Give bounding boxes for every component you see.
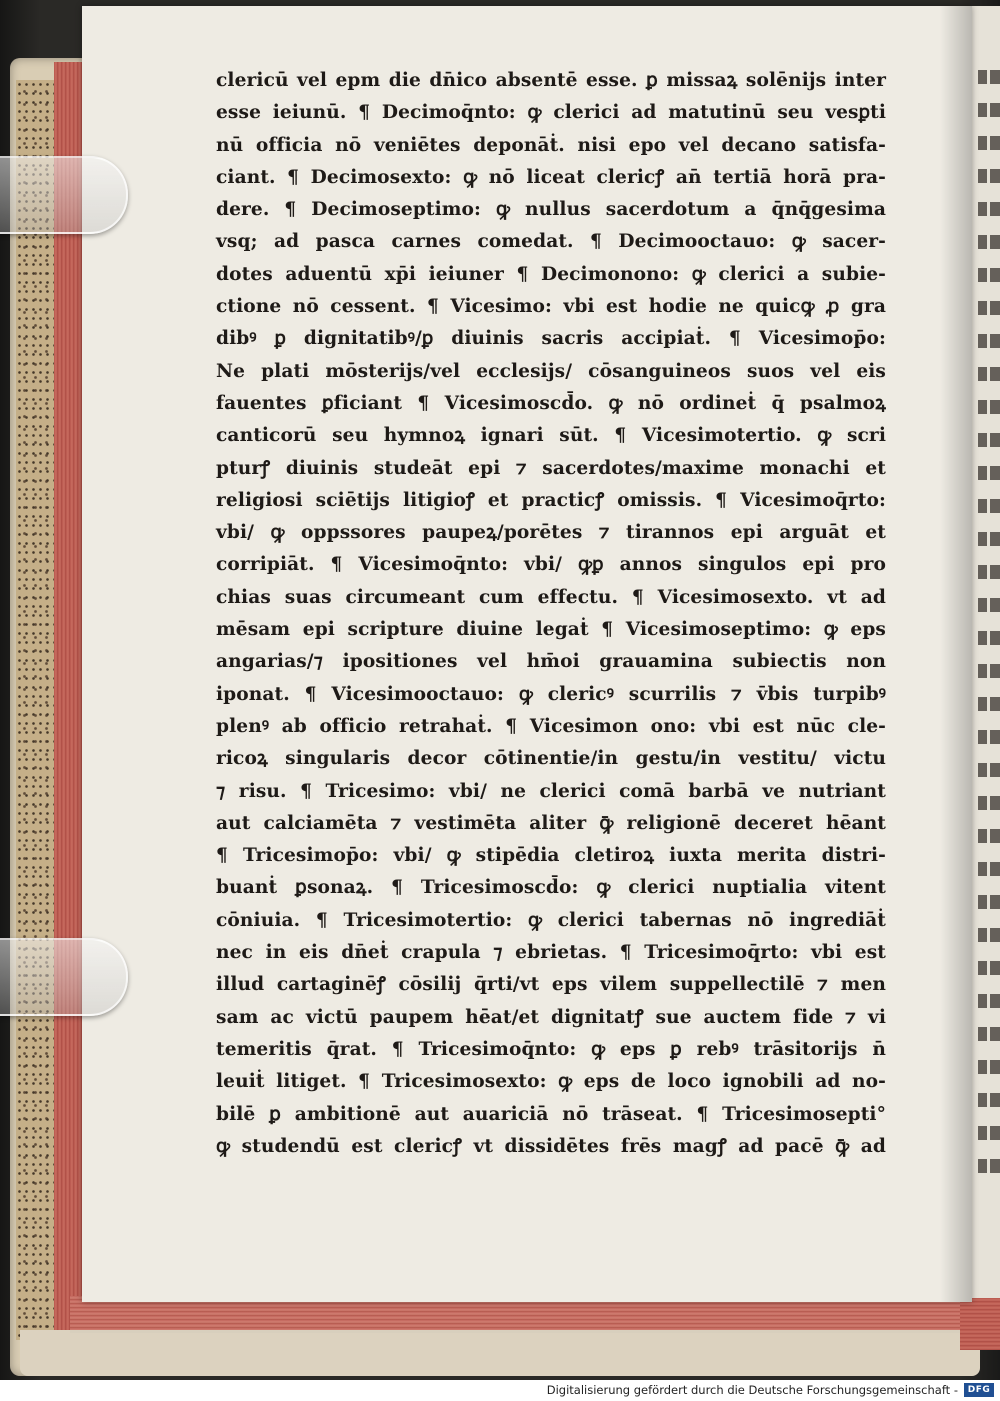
text-line: pturꝭ diuinis studeāt epi ⁊ sacerdotes/maxime monachi et	[216, 457, 886, 479]
text-line: sam ac victū paupem hēat/et dignitatꝭ sue auctem fide ⁊ vi	[216, 1006, 886, 1028]
facing-page-line	[978, 433, 1000, 447]
facing-page-line	[978, 301, 1000, 315]
facing-page-line	[978, 730, 1000, 744]
facing-page-line	[978, 697, 1000, 711]
text-line: corripiāt. ¶ Vicesimoq̄nto: vbi/ ꝙꝑ annos singulos epi pro	[216, 554, 886, 576]
text-line: iponat. ¶ Vicesimooctauo: ꝙ clericꝰ scurrilis ⁊ v̄bis turpibꝰ	[216, 683, 886, 705]
facing-page-line	[978, 235, 1000, 249]
facing-page-line	[978, 532, 1000, 546]
text-line: illud cartaginēꝭ cōsilij q̄rti/vt eps vilem suppellectilē ⁊ men	[216, 974, 886, 996]
text-line: chias suas circumeant cum effectu. ¶ Vicesimosexto. vt ad	[216, 586, 886, 608]
page-holder-clip-bottom	[0, 938, 128, 1016]
text-line: religiosi sciētijs litigioꝭ et practicꝭ omissis. ¶ Vicesimoq̄rto:	[216, 489, 886, 511]
page-holder-clip-top	[0, 156, 128, 234]
facing-page-line	[978, 862, 1000, 876]
text-line: clericū vel epm die dn̄ico absentē esse. ꝑ missaꝝ solēnijs inter	[216, 70, 886, 91]
facing-page-line	[978, 994, 1000, 1008]
text-line: nū officia nō veniētes deponāṫ. nisi epo vel decano satisfa-	[216, 134, 886, 156]
facing-page-line	[978, 70, 1000, 84]
facing-page-line	[978, 763, 1000, 777]
facing-page-line	[978, 1093, 1000, 1107]
text-line: canticorū seu hymnoꝝ ignari sūt. ¶ Vicesimotertio. ꝙ scri	[216, 425, 886, 447]
facing-page-line	[978, 103, 1000, 117]
funding-credit: Digitalisierung gefördert durch die Deutsche Forschungsgemeinschaft -	[546, 1383, 958, 1397]
dfg-logo: DFG	[964, 1383, 994, 1397]
show-through-text	[230, 1096, 870, 1120]
facing-page-line	[978, 1060, 1000, 1074]
facing-page-line	[978, 268, 1000, 282]
text-line: nec in eis dn̄eṫ crapula ⁊ ebrietas. ¶ Tricesimoq̄rto: vbi est	[216, 942, 886, 964]
text-line: bilē ꝑ ambitionē aut auariciā nō trāseat. ¶ Tricesimosepti°	[216, 1103, 886, 1125]
facing-page-line	[978, 169, 1000, 183]
text-line: leuiṫ litiget. ¶ Tricesimosexto: ꝙ eps de loco ignobili ad no-	[216, 1071, 886, 1093]
facing-page-line	[978, 631, 1000, 645]
cover-marbled-edge	[16, 80, 56, 1340]
book-cover-bottom	[20, 1330, 980, 1376]
facing-page-line	[978, 1159, 1000, 1173]
facing-page-line	[978, 928, 1000, 942]
text-line: ricoꝝ singularis decor cōtinentie/in gestu/in vestitu/ victu	[216, 748, 886, 770]
facing-page-sliver	[972, 6, 1000, 1298]
text-line: Ne plati mōsterijs/vel ecclesijs/ cōsanguineos suos vel eis	[216, 360, 886, 382]
facing-page-line	[978, 598, 1000, 612]
text-line: fauentes ꝑficiant ¶ Vicesimoscd̄o. ꝙ nō ordineṫ q̄ psalmoꝝ	[216, 392, 886, 414]
text-line: esse ieiunū. ¶ Decimoq̄nto: ꝙ clerici ad matutinū seu vesꝑti	[216, 102, 886, 124]
facing-page-line	[978, 1126, 1000, 1140]
text-line: ꝙ studendū est clericꝭ vt dissidētes frēs magꝭ ad pacē ꝙ̄ ad	[216, 1135, 886, 1157]
text-line: aut calciamēta ⁊ vestimēta aliter ꝙ̄ religionē deceret hēant	[216, 812, 886, 834]
printed-text-block	[216, 65, 886, 1157]
text-line: cōniuia. ¶ Tricesimotertio: ꝙ clerici tabernas nō ingrediāṫ	[216, 909, 886, 931]
facing-page-line	[978, 400, 1000, 414]
gutter-shadow	[940, 6, 972, 1302]
text-line: dere. ¶ Decimoseptimo: ꝙ nullus sacerdotum a q̄nq̄gesima	[216, 199, 886, 221]
text-line: ⁊ risu. ¶ Tricesimo: vbi/ ne clerici comā barbā ve nutriant	[216, 780, 886, 802]
footer-bar	[0, 1380, 1000, 1401]
text-line: temeritis q̄rat. ¶ Tricesimoq̄nto: ꝙ eps ꝑ rebꝰ trāsitorijs n̄	[216, 1038, 886, 1060]
text-line: vsq; ad pasca carnes comedat. ¶ Decimooctauo: ꝙ sacer-	[216, 231, 886, 253]
facing-page-line	[978, 565, 1000, 579]
text-line: ciant. ¶ Decimosexto: ꝙ nō liceat clericꝭ an̄ tertiā horā pra-	[216, 166, 886, 188]
text-line: buanṫ ꝑsonaꝝ. ¶ Tricesimoscd̄o: ꝙ clerici nuptialia vitent	[216, 877, 886, 899]
facing-page-line	[978, 895, 1000, 909]
facing-page-line	[978, 334, 1000, 348]
text-line: dotes aduentū xp̄i ieiuner ¶ Decimonono: ꝙ clerici a subie-	[216, 263, 886, 285]
facing-page-line	[978, 499, 1000, 513]
facing-page-line	[978, 202, 1000, 216]
facing-page-line	[978, 136, 1000, 150]
text-line: angarias/⁊ ipositiones vel hm̄oi grauamina subiectis non	[216, 651, 886, 673]
text-line: vbi/ ꝙ oppssores paupeꝝ/porētes ⁊ tirannos epi arguāt et	[216, 522, 886, 544]
text-line: plenꝰ ab officio retrahaṫ. ¶ Vicesimon ono: vbi est nūc cle-	[216, 715, 886, 737]
facing-page-line	[978, 961, 1000, 975]
facing-page-line	[978, 796, 1000, 810]
text-line: dibꝰ ꝑ dignitatibꝰ/ꝑ diuinis sacris accipiaṫ. ¶ Vicesimop̄o:	[216, 328, 886, 350]
text-line: ¶ Tricesimop̄o: vbi/ ꝙ stipēdia cletiroꝝ iuxta merita distri-	[216, 845, 886, 867]
facing-page-line	[978, 829, 1000, 843]
facing-page-line	[978, 1027, 1000, 1041]
facing-page-line	[978, 466, 1000, 480]
text-line: mēsam epi scripture diuine legaṫ ¶ Vicesimoseptimo: ꝙ eps	[216, 619, 886, 641]
facing-page-line	[978, 367, 1000, 381]
text-line: ctione nō cessent. ¶ Vicesimo: vbi est hodie ne quicꝙ ꝓ gra	[216, 296, 886, 318]
facing-page-line	[978, 664, 1000, 678]
